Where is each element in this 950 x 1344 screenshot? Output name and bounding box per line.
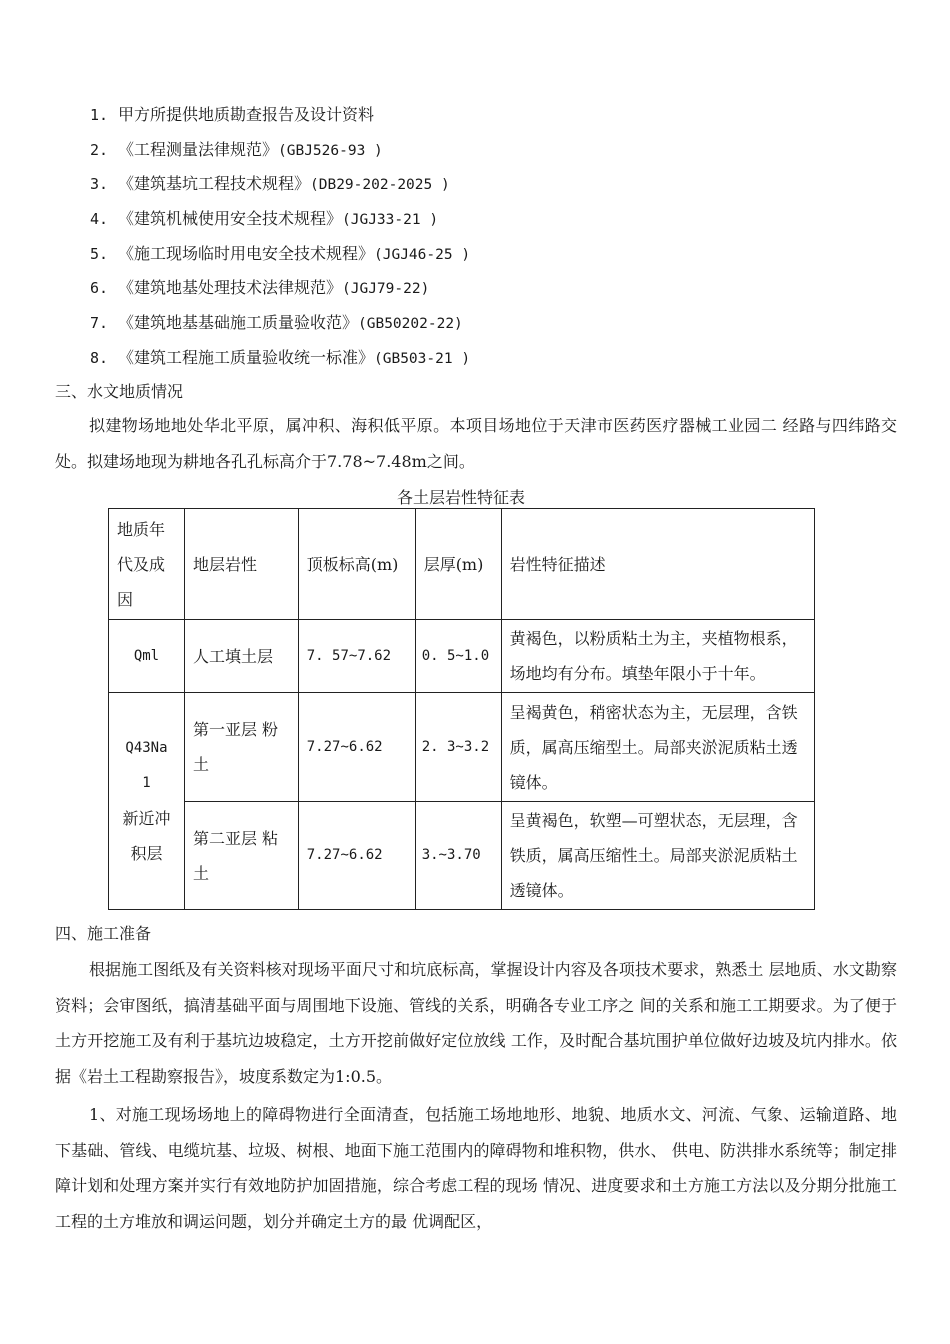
reference-item xyxy=(90,135,470,170)
reference-item xyxy=(90,169,470,204)
cell-description: 黄褐色，以粉质粘土为主，夹植物根系，场地均有分布。填垫年限小于十年。 xyxy=(501,620,814,693)
cell-lithology: 第二亚层 粘土 xyxy=(184,802,298,910)
section-heading-hydrogeology: 三、水文地质情况 xyxy=(55,382,184,401)
preparation-paragraph-2: 1、对施工现场场地上的障碍物进行全面清查，包括施工场地地形、地貌、地质水文、河流、气象、运输道路、地下基础、管线、电缆坑基、垃圾、树根、地面下施工范围内的障碍物和堆积物，供水、 供电、防洪排水系统等；制定排障计划和处理方案并实行有效地防护加固措施，综合考虑工程的现场 情况、进度要求和土方施工方法以及分期分批施工工程的土方堆放和调运问题，划分并确定土方的最 优调配区， xyxy=(55,1105,897,1231)
hydrogeology-paragraph: 拟建物场地地处华北平原，属冲积、海积低平原。本项目场地位于天津市医药医疗器械工业园二 经路与四纬路交处。拟建场地现为耕地各孔孔标高介于7.78~7.48m之间。 xyxy=(55,416,897,471)
reference-code: (DB29-202-2025 ) xyxy=(310,177,450,194)
cell-era: Qml xyxy=(109,620,185,693)
cell-era-merged xyxy=(109,693,185,910)
cell-description: 呈黄褐色，软塑—可塑状态，无层理，含铁质，属高压缩性土。局部夹淤泥质粘土透镜体。 xyxy=(501,802,814,910)
reference-number: 7. xyxy=(90,314,109,333)
cell-lithology: 人工填土层 xyxy=(184,620,298,693)
header-era: 地质年代及成因 xyxy=(109,509,185,620)
reference-number: 5. xyxy=(90,244,109,263)
reference-code: (GB503-21 ) xyxy=(374,350,471,367)
reference-code: (GBJ526-93 ) xyxy=(278,142,383,159)
reference-title: 《建筑工程施工质量验收统一标准》 xyxy=(118,347,375,367)
reference-number: 8. xyxy=(90,348,109,367)
table-row xyxy=(109,802,815,910)
table-row xyxy=(109,620,815,693)
reference-item xyxy=(90,239,470,274)
reference-title: 甲方所提供地质勘查报告及设计资料 xyxy=(118,105,375,124)
era-origin: 新近冲积层 xyxy=(122,809,171,863)
section-heading-preparation: 四、施工准备 xyxy=(55,924,152,943)
reference-title: 《建筑地基处理技术法律规范》 xyxy=(118,278,343,298)
reference-item xyxy=(90,308,470,343)
reference-item xyxy=(90,343,470,378)
cell-lithology: 第一亚层 粉土 xyxy=(184,693,298,802)
table-row xyxy=(109,693,815,802)
reference-number: 2. xyxy=(90,140,109,159)
cell-top-elevation: 7.27~6.62 xyxy=(298,693,415,802)
table-caption: 各土层岩性特征表 xyxy=(396,488,525,507)
header-top-elevation: 顶板标高(m) xyxy=(298,509,415,620)
reference-code: (JGJ46-25 ) xyxy=(374,246,471,263)
reference-list xyxy=(90,100,470,378)
reference-title: 《工程测量法律规范》 xyxy=(118,139,279,159)
reference-item xyxy=(90,273,470,308)
soil-layer-table xyxy=(108,508,815,910)
cell-description: 呈褐黄色，稍密状态为主，无层理，含铁质，属高压缩型土。局部夹淤泥质粘土透镜体。 xyxy=(501,693,814,802)
preparation-paragraph-1: 根据施工图纸及有关资料核对现场平面尺寸和坑底标高，掌握设计内容及各项技术要求，熟悉土 层地质、水文勘察资料；会审图纸，搞清基础平面与周围地下设施、管线的关系，明确各专业工序之 间的关系和施工工期要求。为了便于土方开挖施工及有利于基坑边坡稳定，土方开挖前做好定位放线 工作，及时配合基坑围护单位做好边坡及坑内排水。依据《岩土工程勘察报告》，坡度系数定为1:0.5。 xyxy=(55,960,897,1086)
reference-title: 《施工现场临时用电安全技术规程》 xyxy=(118,243,375,263)
reference-code: (GB50202-22) xyxy=(358,316,463,333)
table-header-row xyxy=(109,509,815,620)
reference-number: 3. xyxy=(90,175,109,194)
cell-thickness: 0. 5~1.0 xyxy=(415,620,501,693)
cell-top-elevation: 7.27~6.62 xyxy=(298,802,415,910)
reference-number: 6. xyxy=(90,279,109,298)
cell-thickness: 2. 3~3.2 xyxy=(415,693,501,802)
reference-item xyxy=(90,100,470,135)
reference-item xyxy=(90,204,470,239)
era-code: Q43Na 1 xyxy=(125,740,168,791)
reference-number: 1. xyxy=(90,106,109,124)
reference-number: 4. xyxy=(90,210,109,229)
reference-code: (JGJ33-21 ) xyxy=(342,212,439,229)
cell-top-elevation: 7. 57~7.62 xyxy=(298,620,415,693)
header-description: 岩性特征描述 xyxy=(501,509,814,620)
header-lithology: 地层岩性 xyxy=(184,509,298,620)
reference-title: 《建筑机械使用安全技术规程》 xyxy=(118,209,343,229)
header-thickness: 层厚(m) xyxy=(415,509,501,620)
reference-title: 《建筑地基基础施工质量验收范》 xyxy=(118,313,359,333)
cell-thickness: 3.~3.70 xyxy=(415,802,501,910)
reference-code: (JGJ79-22) xyxy=(342,281,430,298)
reference-title: 《建筑基坑工程技术规程》 xyxy=(118,174,311,194)
